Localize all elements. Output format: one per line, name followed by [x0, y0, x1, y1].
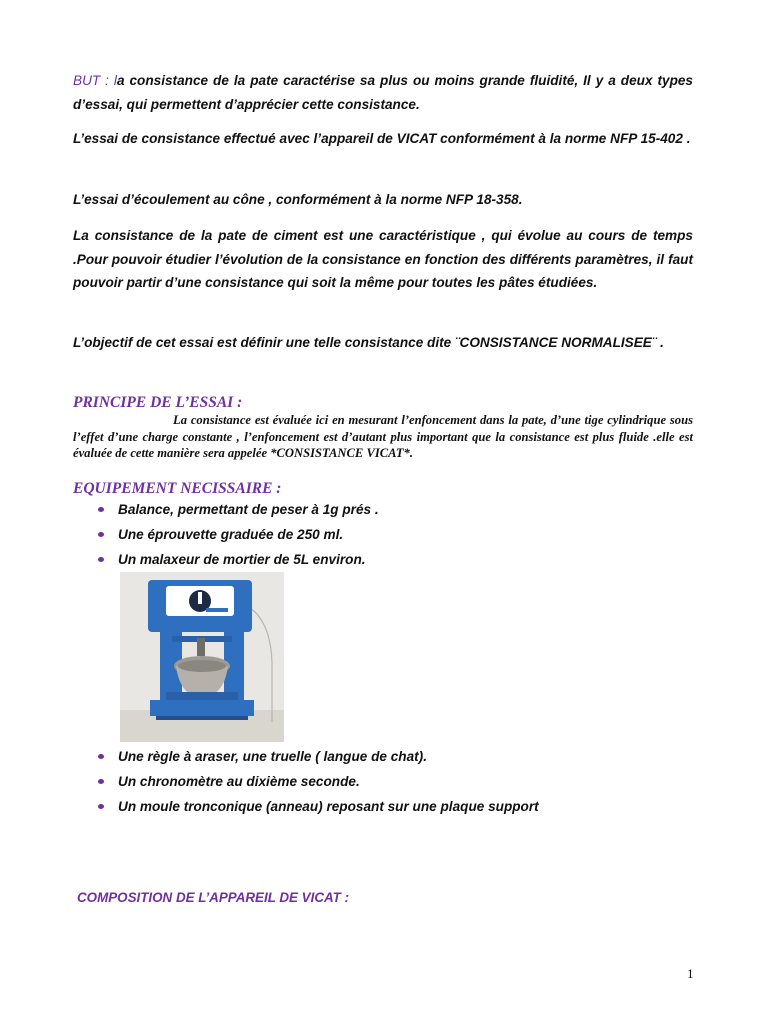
equipement-heading: EQUIPEMENT NECISSAIRE : — [73, 480, 282, 497]
mortar-mixer-illustration — [120, 572, 284, 742]
bullet-dot-icon — [98, 754, 104, 759]
bullet-dot-icon — [98, 779, 104, 784]
list-item — [98, 744, 539, 769]
list-item — [98, 497, 379, 522]
list-item-text: Un moule tronconique (anneau) reposant sur une plaque support — [118, 799, 539, 814]
composition-heading: COMPOSITION DE L’APPAREIL DE VICAT : — [77, 890, 350, 905]
but-text: a consistance de la pate caractérise sa plus ou moins grande fluidité, Il y a deux types d’essai, qui permettent d’apprécier cette consistance. — [73, 73, 693, 112]
list-item — [98, 769, 539, 794]
but-paragraph — [73, 69, 693, 116]
consistance-paragraph: La consistance de la pate de ciment est une caractéristique , qui évolue au cours de temps .Pour pouvoir étudier l’évolution de la consistance en fonction des différents paramètres, il faut pouvoir partir d’une consistance qui soit la même pour toutes les pâtes étudiées. — [73, 228, 693, 290]
list-item-text: Une éprouvette graduée de 250 ml. — [118, 527, 344, 542]
bullet-dot-icon — [98, 507, 104, 512]
principe-text: La consistance est évaluée ici en mesurant l’enfoncement dans la pate, d’une tige cylindrique sous l’effet d’une charge constante , l’enfoncement est d’autant plus important que la consistance est plus fluide .elle est évaluée de cette manière sera appelée *CONSISTANCE VICAT*. — [73, 413, 693, 460]
principe-body — [73, 412, 693, 462]
list-item — [98, 547, 379, 572]
cone-paragraph: L’essai d’écoulement au cône , conformément à la norme NFP 18-358. — [73, 192, 523, 207]
list-item-text: Balance, permettant de peser à 1g prés . — [118, 502, 379, 517]
list-item-text: Un malaxeur de mortier de 5L environ. — [118, 552, 366, 567]
list-item-text: Une règle à araser, une truelle ( langue de chat). — [118, 749, 427, 764]
list-item-text: Un chronomètre au dixième seconde. — [118, 774, 360, 789]
mortar-mixer-photo — [120, 572, 284, 742]
principe-heading: PRINCIPE DE L’ESSAI : — [73, 394, 243, 411]
vicat-paragraph: L’essai de consistance effectué avec l’appareil de VICAT conformément à la norme NFP 15-402 . — [73, 131, 691, 146]
bullet-dot-icon — [98, 532, 104, 537]
bullet-dot-icon — [98, 804, 104, 809]
equipment-list-top — [98, 497, 379, 572]
but-label: BUT : l — [73, 73, 117, 88]
page-number: 1 — [687, 966, 694, 981]
list-item — [98, 794, 539, 819]
objectif-paragraph: L’objectif de cet essai est définir une telle consistance dite ¨CONSISTANCE NORMALISEE¨ . — [73, 335, 664, 350]
equipment-list-bottom — [98, 744, 539, 819]
bullet-dot-icon — [98, 557, 104, 562]
list-item — [98, 522, 379, 547]
